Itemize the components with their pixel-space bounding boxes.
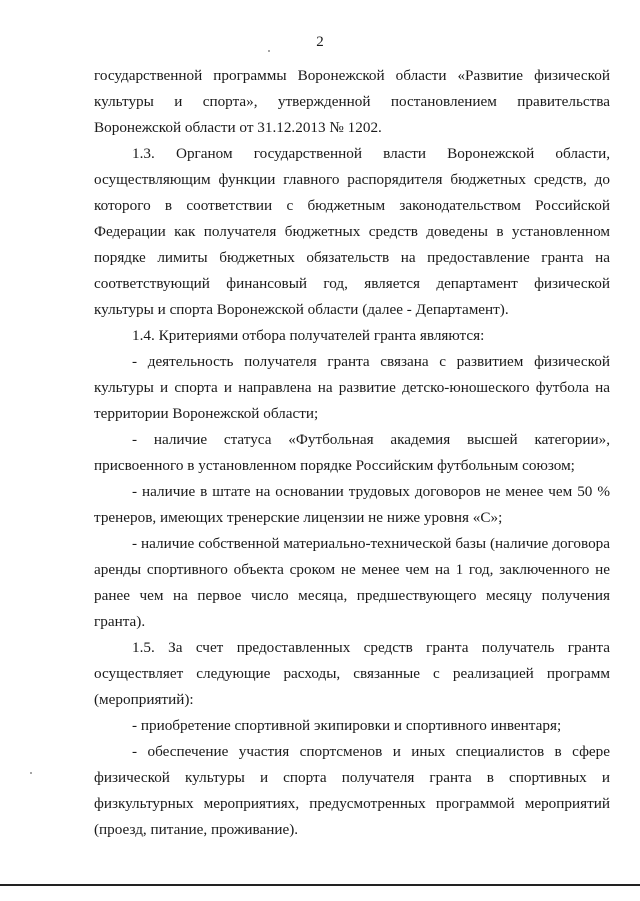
- criterion-academy-status: - наличие статуса «Футбольная академия высшей категории», присвоенного в установленном порядке Российским футбольным союзом;: [94, 431, 610, 474]
- paragraph-1-3: 1.3. Органом государственной власти Воронежской области, осуществляющим функции главного распорядителя бюджетных средств, до которого в соответствии с бюджетным законодательством Российской Федерации как получателя бюджетных средств доведены в установленном порядке лимиты бюджетных обязательств на предоставление гранта на соответствующий финансовый год, является департамент физической культуры и спорта Воронежской области (далее - Департамент).: [94, 145, 610, 318]
- expense-event-participation: - обеспечение участия спортсменов и иных специалистов в сфере физической культуры и спорта получателя гранта в спортивных и физкультурных мероприятиях, предусмотренных программой мероприятий (проезд, питание, проживание).: [94, 743, 610, 838]
- document-body: [94, 63, 610, 843]
- criterion-material-base: - наличие собственной материально-технической базы (наличие договора аренды спортивного объекта сроком не менее чем на 1 год, заключенного не ранее чем на первое число месяца, предшествующего месяцу получения гранта).: [94, 535, 610, 630]
- scan-speck: [268, 50, 270, 52]
- expense-equipment: - приобретение спортивной экипировки и спортивного инвентаря;: [132, 717, 562, 734]
- paragraph-1-4: 1.4. Критериями отбора получателей гранта являются:: [132, 327, 485, 344]
- paragraph-program-continuation: государственной программы Воронежской области «Развитие физической культуры и спорта», утвержденной постановлением правительства Воронежской области от 31.12.2013 № 1202.: [94, 67, 610, 136]
- paragraph-1-5: 1.5. За счет предоставленных средств гранта получатель гранта осуществляет следующие расходы, связанные с реализацией программ (мероприятий):: [94, 639, 610, 708]
- scan-speck: [30, 772, 32, 774]
- page-bottom-edge: [0, 884, 640, 886]
- criterion-football-development: - деятельность получателя гранта связана с развитием физической культуры и спорта и направлена на развитие детско-юношеского футбола на территории Воронежской области;: [94, 353, 610, 422]
- page-number: 2: [316, 34, 324, 50]
- criterion-licensed-coaches: - наличие в штате на основании трудовых договоров не менее чем 50 % тренеров, имеющих тренерские лицензии не ниже уровня «С»;: [94, 483, 610, 526]
